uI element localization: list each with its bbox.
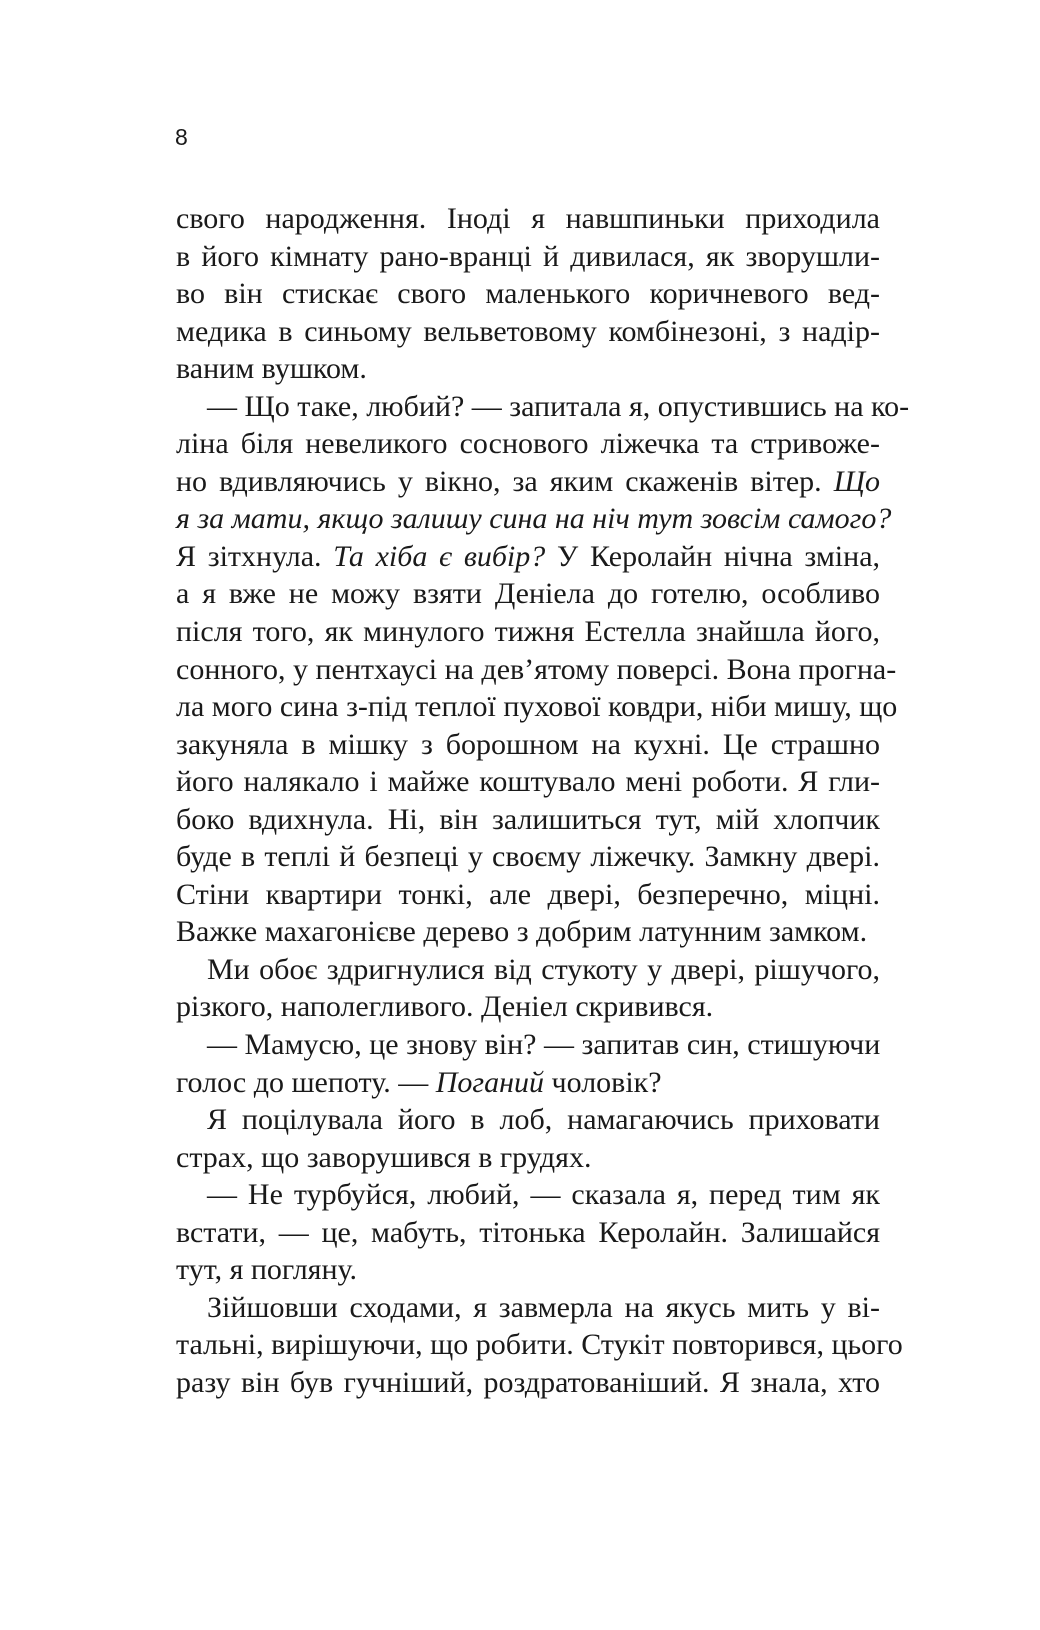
text-line: різкого, наполегливого. Деніел скривився. <box>176 990 714 1024</box>
text-line: в його кімнату рано-вранці й дивилася, як зворушли- <box>176 239 880 273</box>
text-line: тут, я погляну. <box>176 1253 358 1287</box>
text-line: разу він був гучніший, роздратованіший. Я знала, хто <box>176 1365 880 1399</box>
text-line: голос до шепоту. — Поганий чоловік? <box>176 1065 662 1099</box>
text-line: Ми обоє здригнулися від стукоту у двері, рішучого, <box>207 952 880 986</box>
text-line: боко вдихнула. Ні, він залишиться тут, мій хлопчик <box>176 802 880 836</box>
text-line: медика в синьому вельветовому комбінезоні, з надір- <box>176 314 880 348</box>
text-line: во він стискає свого маленького коричневого вед- <box>176 277 880 311</box>
text-line: ліна біля невеликого соснового ліжечка та стривоже- <box>176 427 880 461</box>
text-line: — Не турбуйся, любий, — сказала я, перед тим як <box>207 1178 880 1212</box>
text-line: ла мого сина з-під теплої пухової ковдри, ніби мишу, що <box>176 690 898 724</box>
text-line: Я поцілувала його в лоб, намагаючись приховати <box>207 1103 880 1137</box>
text-line: Я зітхнула. Та хіба є вибір? У Керолайн нічна зміна, <box>176 539 881 573</box>
text-line: тальні, вирішуючи, що робити. Стукіт повторився, цього <box>176 1328 903 1362</box>
text-line: а я вже не можу взяти Деніела до готелю, особливо <box>176 577 880 611</box>
body-text <box>176 200 910 1402</box>
text-line: Стіни квартири тонкі, але двері, безперечно, міцні. <box>176 877 880 911</box>
text-line: свого народження. Іноді я навшпиньки приходила <box>176 202 880 235</box>
text-line: буде в теплі й безпеці у своєму ліжечку. Замкну двері. <box>176 840 880 874</box>
text-line: Важке махагонієве дерево з добрим латунним замком. <box>176 915 868 949</box>
text-line: — Мамусю, це знову він? — запитав син, стишуючи <box>207 1028 881 1062</box>
text-line: після того, як минулого тижня Естелла знайшла його, <box>176 615 880 649</box>
text-line: я за мати, якщо залишу сина на ніч тут зовсім самого? <box>176 502 892 536</box>
text-line: його налякало і майже коштувало мені роботи. Я гли- <box>176 765 880 799</box>
text-line: но вдивляючись у вікно, за яким скаженів вітер. Що <box>176 464 880 498</box>
text-line: ваним вушком. <box>176 352 367 386</box>
text-line: — Що таке, любий? — запитала я, опустившись на ко- <box>207 389 910 423</box>
text-line: страх, що заворушився в грудях. <box>176 1140 592 1174</box>
text-line: закуняла в мішку з борошном на кухні. Це страшно <box>176 727 880 761</box>
text-line: сонного, у пентхаусі на дев’ятому поверсі. Вона прогна- <box>176 652 897 686</box>
text-line: встати, — це, мабуть, тітонька Керолайн. Залишайся <box>176 1215 880 1249</box>
page-number: 8 <box>175 124 188 150</box>
text-line: Зійшовши сходами, я завмерла на якусь мить у ві- <box>207 1290 880 1324</box>
